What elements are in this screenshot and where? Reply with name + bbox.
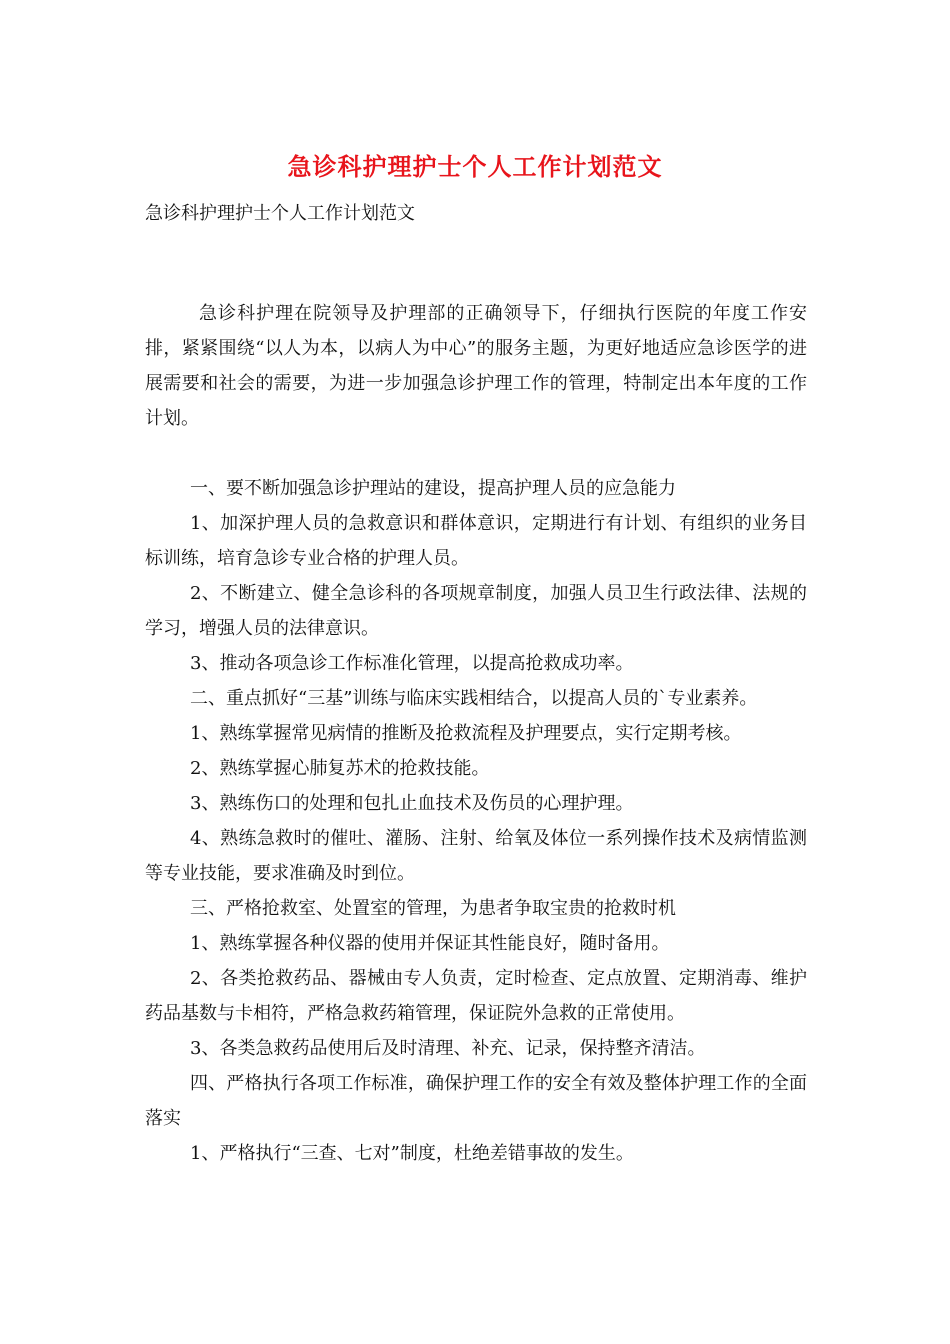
section-heading-3: 三、严格抢救室、处置室的管理，为患者争取宝贵的抢救时机: [190, 898, 676, 919]
list-item: 3、推动各项急诊工作标准化管理，以提高抢救成功率。: [190, 653, 634, 674]
list-item: 3、熟练伤口的处理和包扎止血技术及伤员的心理护理。: [190, 793, 634, 814]
list-item: 2、熟练掌握心肺复苏术的抢救技能。: [190, 758, 490, 779]
list-item: 1、熟练掌握各种仪器的使用并保证其性能良好，随时备用。: [190, 933, 670, 954]
section-heading-4: 四、严格执行各项工作标准，确保护理工作的安全有效及整体护理工作的全面落实: [145, 1073, 807, 1129]
document-body: [145, 296, 807, 1171]
document-title: 急诊科护理护士个人工作计划范文: [287, 152, 663, 181]
document-subtitle: 急诊科护理护士个人工作计划范文: [145, 203, 415, 224]
list-item: 1、加深护理人员的急救意识和群体意识，定期进行有计划、有组织的业务目标训练，培育急诊专业合格的护理人员。: [145, 513, 807, 569]
paragraph-spacer: [145, 436, 807, 471]
section-heading-2: 二、重点抓好“三基”训练与临床实践相结合，以提高人员的`专业素养。: [190, 688, 758, 709]
intro-paragraph: 急诊科护理在院领导及护理部的正确领导下，仔细执行医院的年度工作安排，紧紧围绕“以人为本，以病人为中心”的服务主题，为更好地适应急诊医学的进展需要和社会的需要，为进一步加强急诊护理工作的管理，特制定出本年度的工作计划。: [145, 303, 807, 429]
section-heading-1: 一、要不断加强急诊护理站的建设，提高护理人员的应急能力: [190, 478, 676, 499]
list-item: 1、严格执行“三查、七对”制度，杜绝差错事故的发生。: [190, 1143, 634, 1164]
list-item: 4、熟练急救时的催吐、灌肠、注射、给氧及体位一系列操作技术及病情监测等专业技能，要求准确及时到位。: [145, 828, 807, 884]
list-item: 2、不断建立、健全急诊科的各项规章制度，加强人员卫生行政法律、法规的学习，增强人员的法律意识。: [145, 583, 807, 639]
list-item: 1、熟练掌握常见病情的推断及抢救流程及护理要点，实行定期考核。: [190, 723, 742, 744]
list-item: 3、各类急救药品使用后及时清理、补充、记录，保持整齐清洁。: [190, 1038, 706, 1059]
list-item: 2、各类抢救药品、器械由专人负责，定时检查、定点放置、定期消毒、维护药品基数与卡相符，严格急救药箱管理，保证院外急救的正常使用。: [145, 968, 807, 1024]
